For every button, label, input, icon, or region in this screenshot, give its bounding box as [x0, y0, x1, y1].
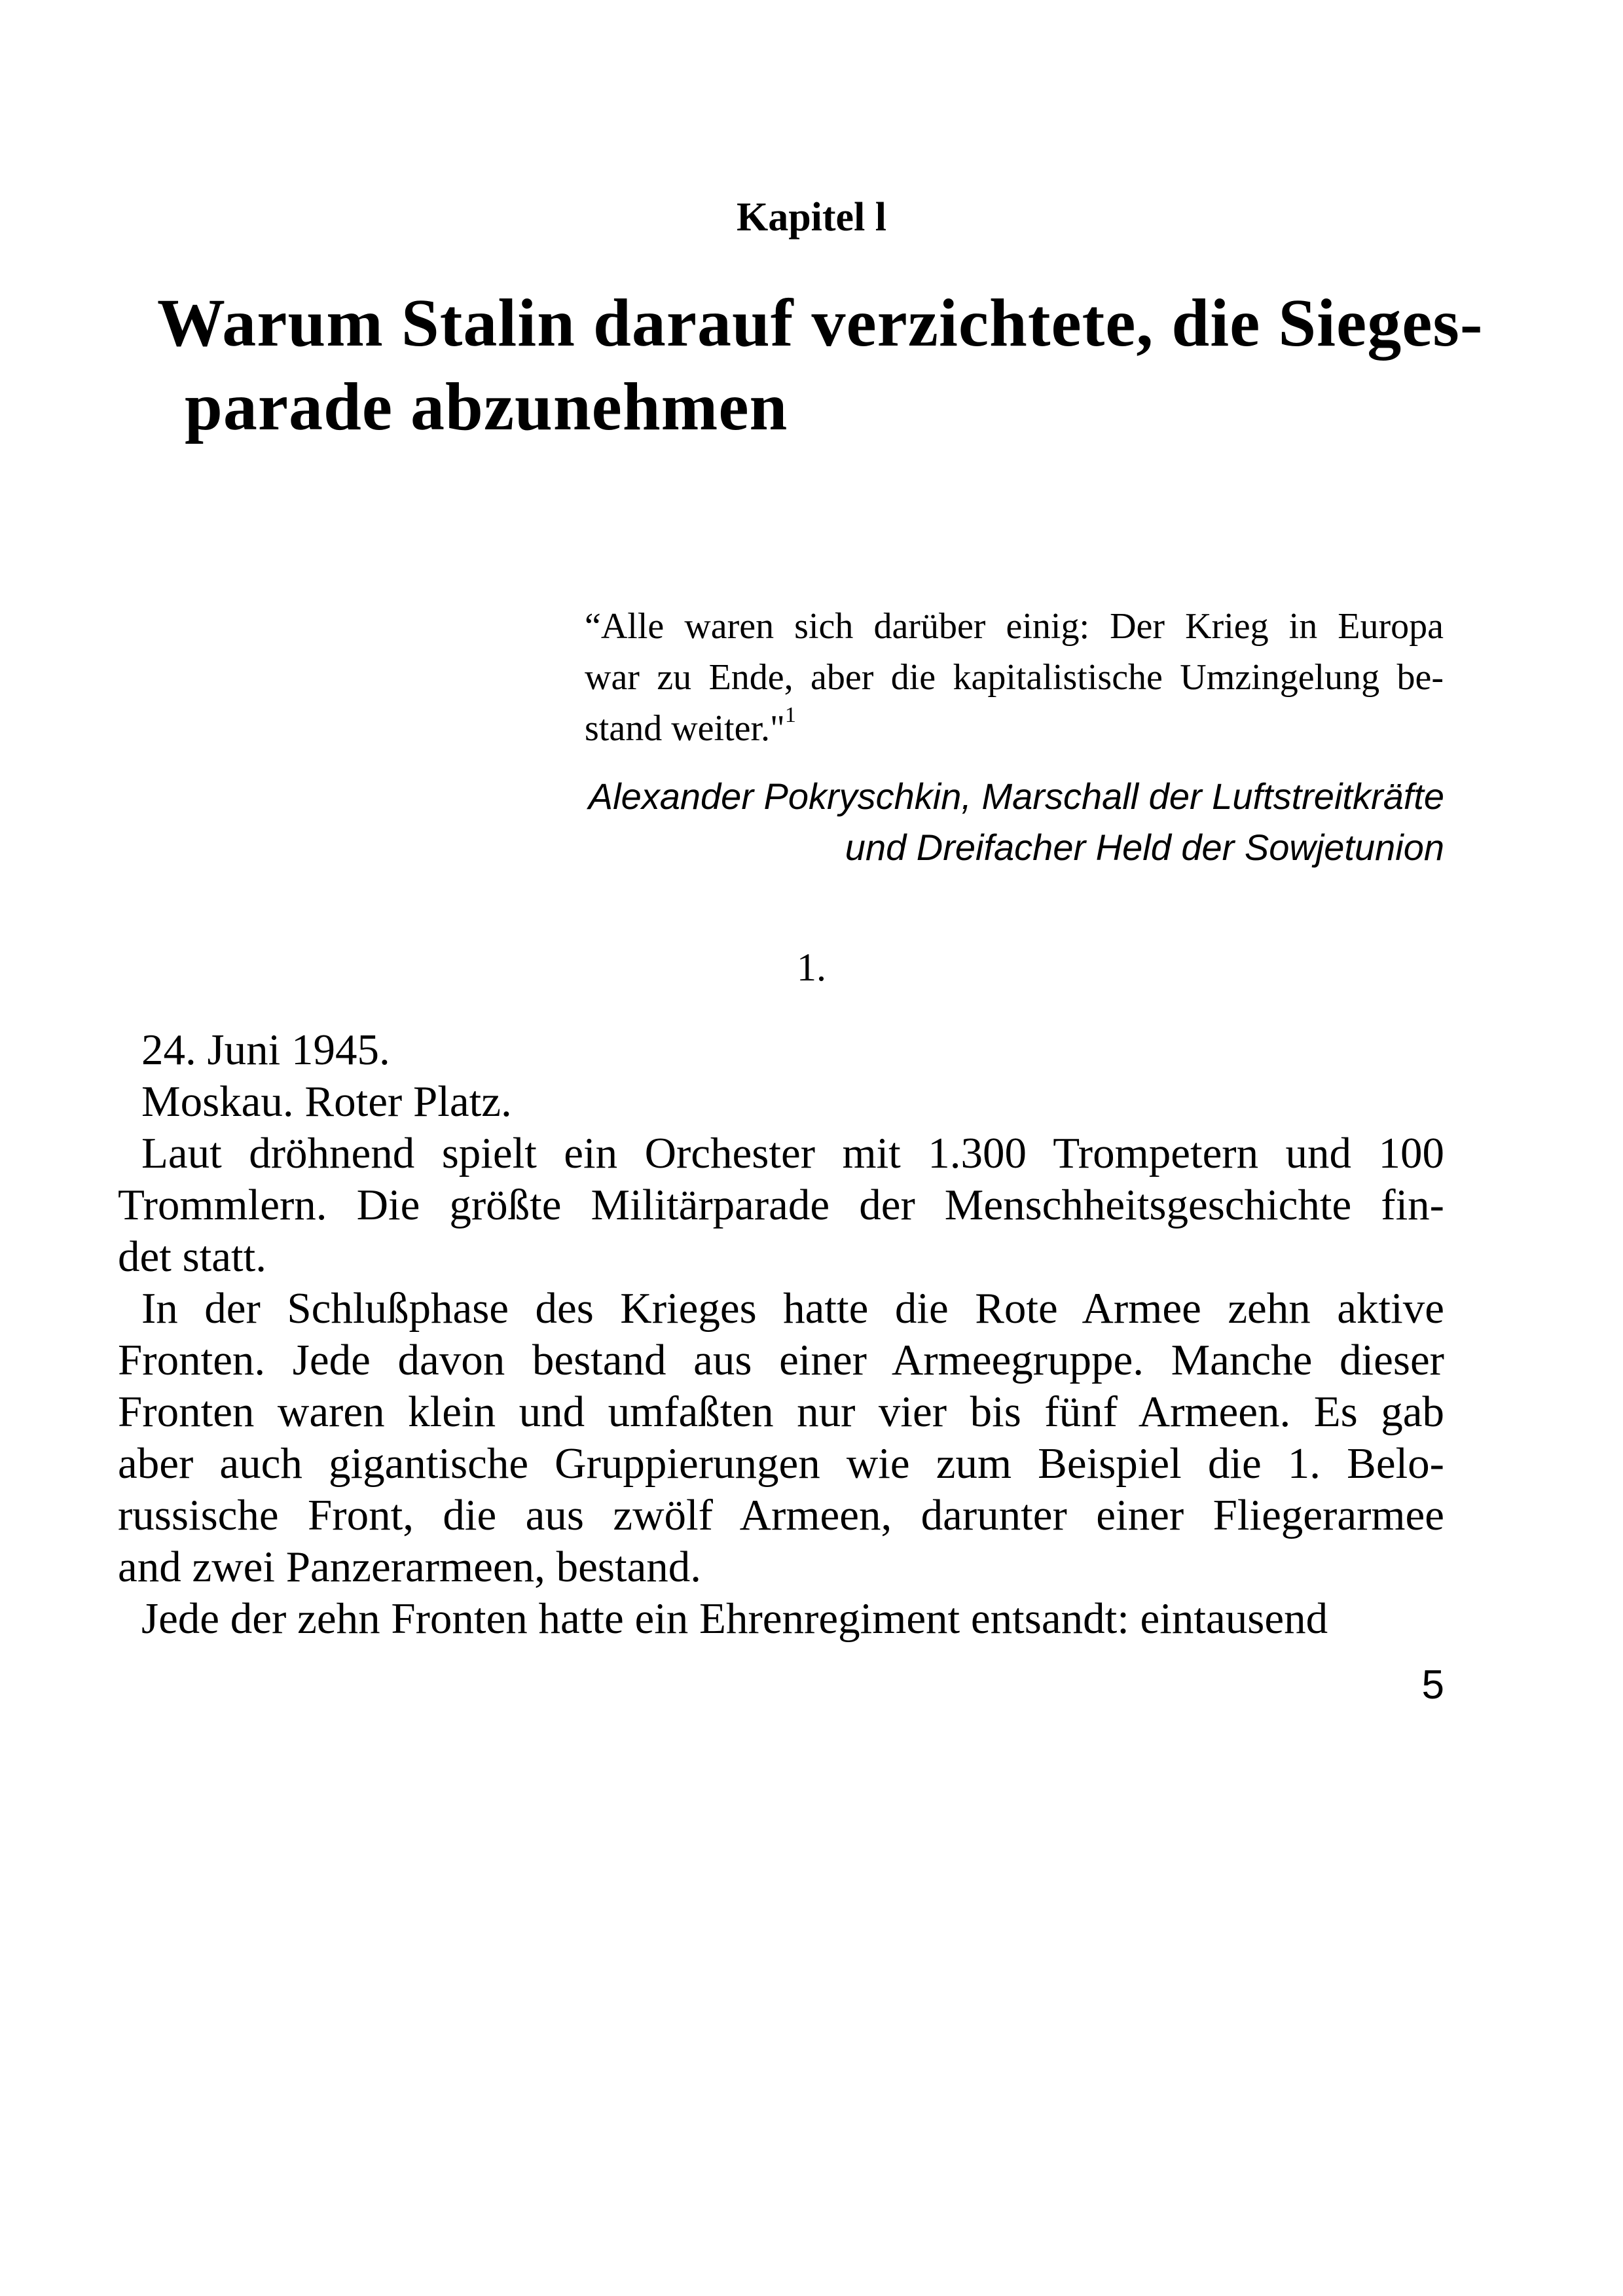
- body-line: Laut dröhnend spielt ein Orchester mit 1.300 Trompetern und 100: [141, 1129, 1444, 1177]
- body-line: 24. Juni 1945.: [141, 1026, 390, 1074]
- epigraph-quote-line: war zu Ende, aber die kapitalistische Umzingelung be-: [585, 657, 1444, 698]
- epigraph-attribution: [519, 771, 1444, 873]
- body-line: and zwei Panzerarmeen, bestand.: [118, 1543, 702, 1591]
- epigraph-quote-line-text: stand weiter.": [585, 708, 785, 749]
- body-line: Jede der zehn Fronten hatte ein Ehrenregiment entsandt: eintausend: [141, 1594, 1328, 1643]
- body-line: Moskau. Roter Platz.: [141, 1077, 512, 1126]
- attribution-line: Alexander Pokryschkin, Marschall der Luftstreitkräfte: [588, 776, 1444, 817]
- body-line: det statt.: [118, 1232, 267, 1281]
- section-number: 1.: [797, 946, 826, 989]
- body-line: russische Front, die aus zwölf Armeen, darunter einer Fliegerarmee: [118, 1491, 1444, 1539]
- page-number: 5: [1421, 1662, 1444, 1708]
- epigraph-quote: [585, 601, 1444, 754]
- epigraph-quote-line: “Alle waren sich darüber einig: Der Krieg in Europa: [585, 606, 1444, 647]
- chapter-title-line: Warum Stalin darauf verzichtete, die Sieges-: [157, 285, 1484, 361]
- chapter-title-line: parade abzunehmen: [185, 369, 788, 444]
- body-line: Trommlern. Die größte Militärparade der Menschheitsgeschichte fin-: [118, 1181, 1444, 1229]
- chapter-title: [157, 281, 1484, 449]
- epigraph-quote-line-last: [585, 703, 1444, 754]
- body-line: Fronten waren klein und umfaßten nur vier bis fünf Armeen. Es gab: [118, 1388, 1444, 1436]
- attribution-line: und Dreifacher Held der Sowjetunion: [845, 827, 1444, 868]
- body-text: [118, 1024, 1444, 1645]
- body-line: aber auch gigantische Gruppierungen wie zum Beispiel die 1. Belo-: [118, 1439, 1444, 1488]
- chapter-label: Kapitel l: [736, 195, 887, 240]
- footnote-mark: 1: [784, 703, 796, 728]
- body-line: In der Schlußphase des Krieges hatte die Rote Armee zehn aktive: [141, 1284, 1444, 1333]
- body-line: Fronten. Jede davon bestand aus einer Armeegruppe. Manche dieser: [118, 1336, 1444, 1384]
